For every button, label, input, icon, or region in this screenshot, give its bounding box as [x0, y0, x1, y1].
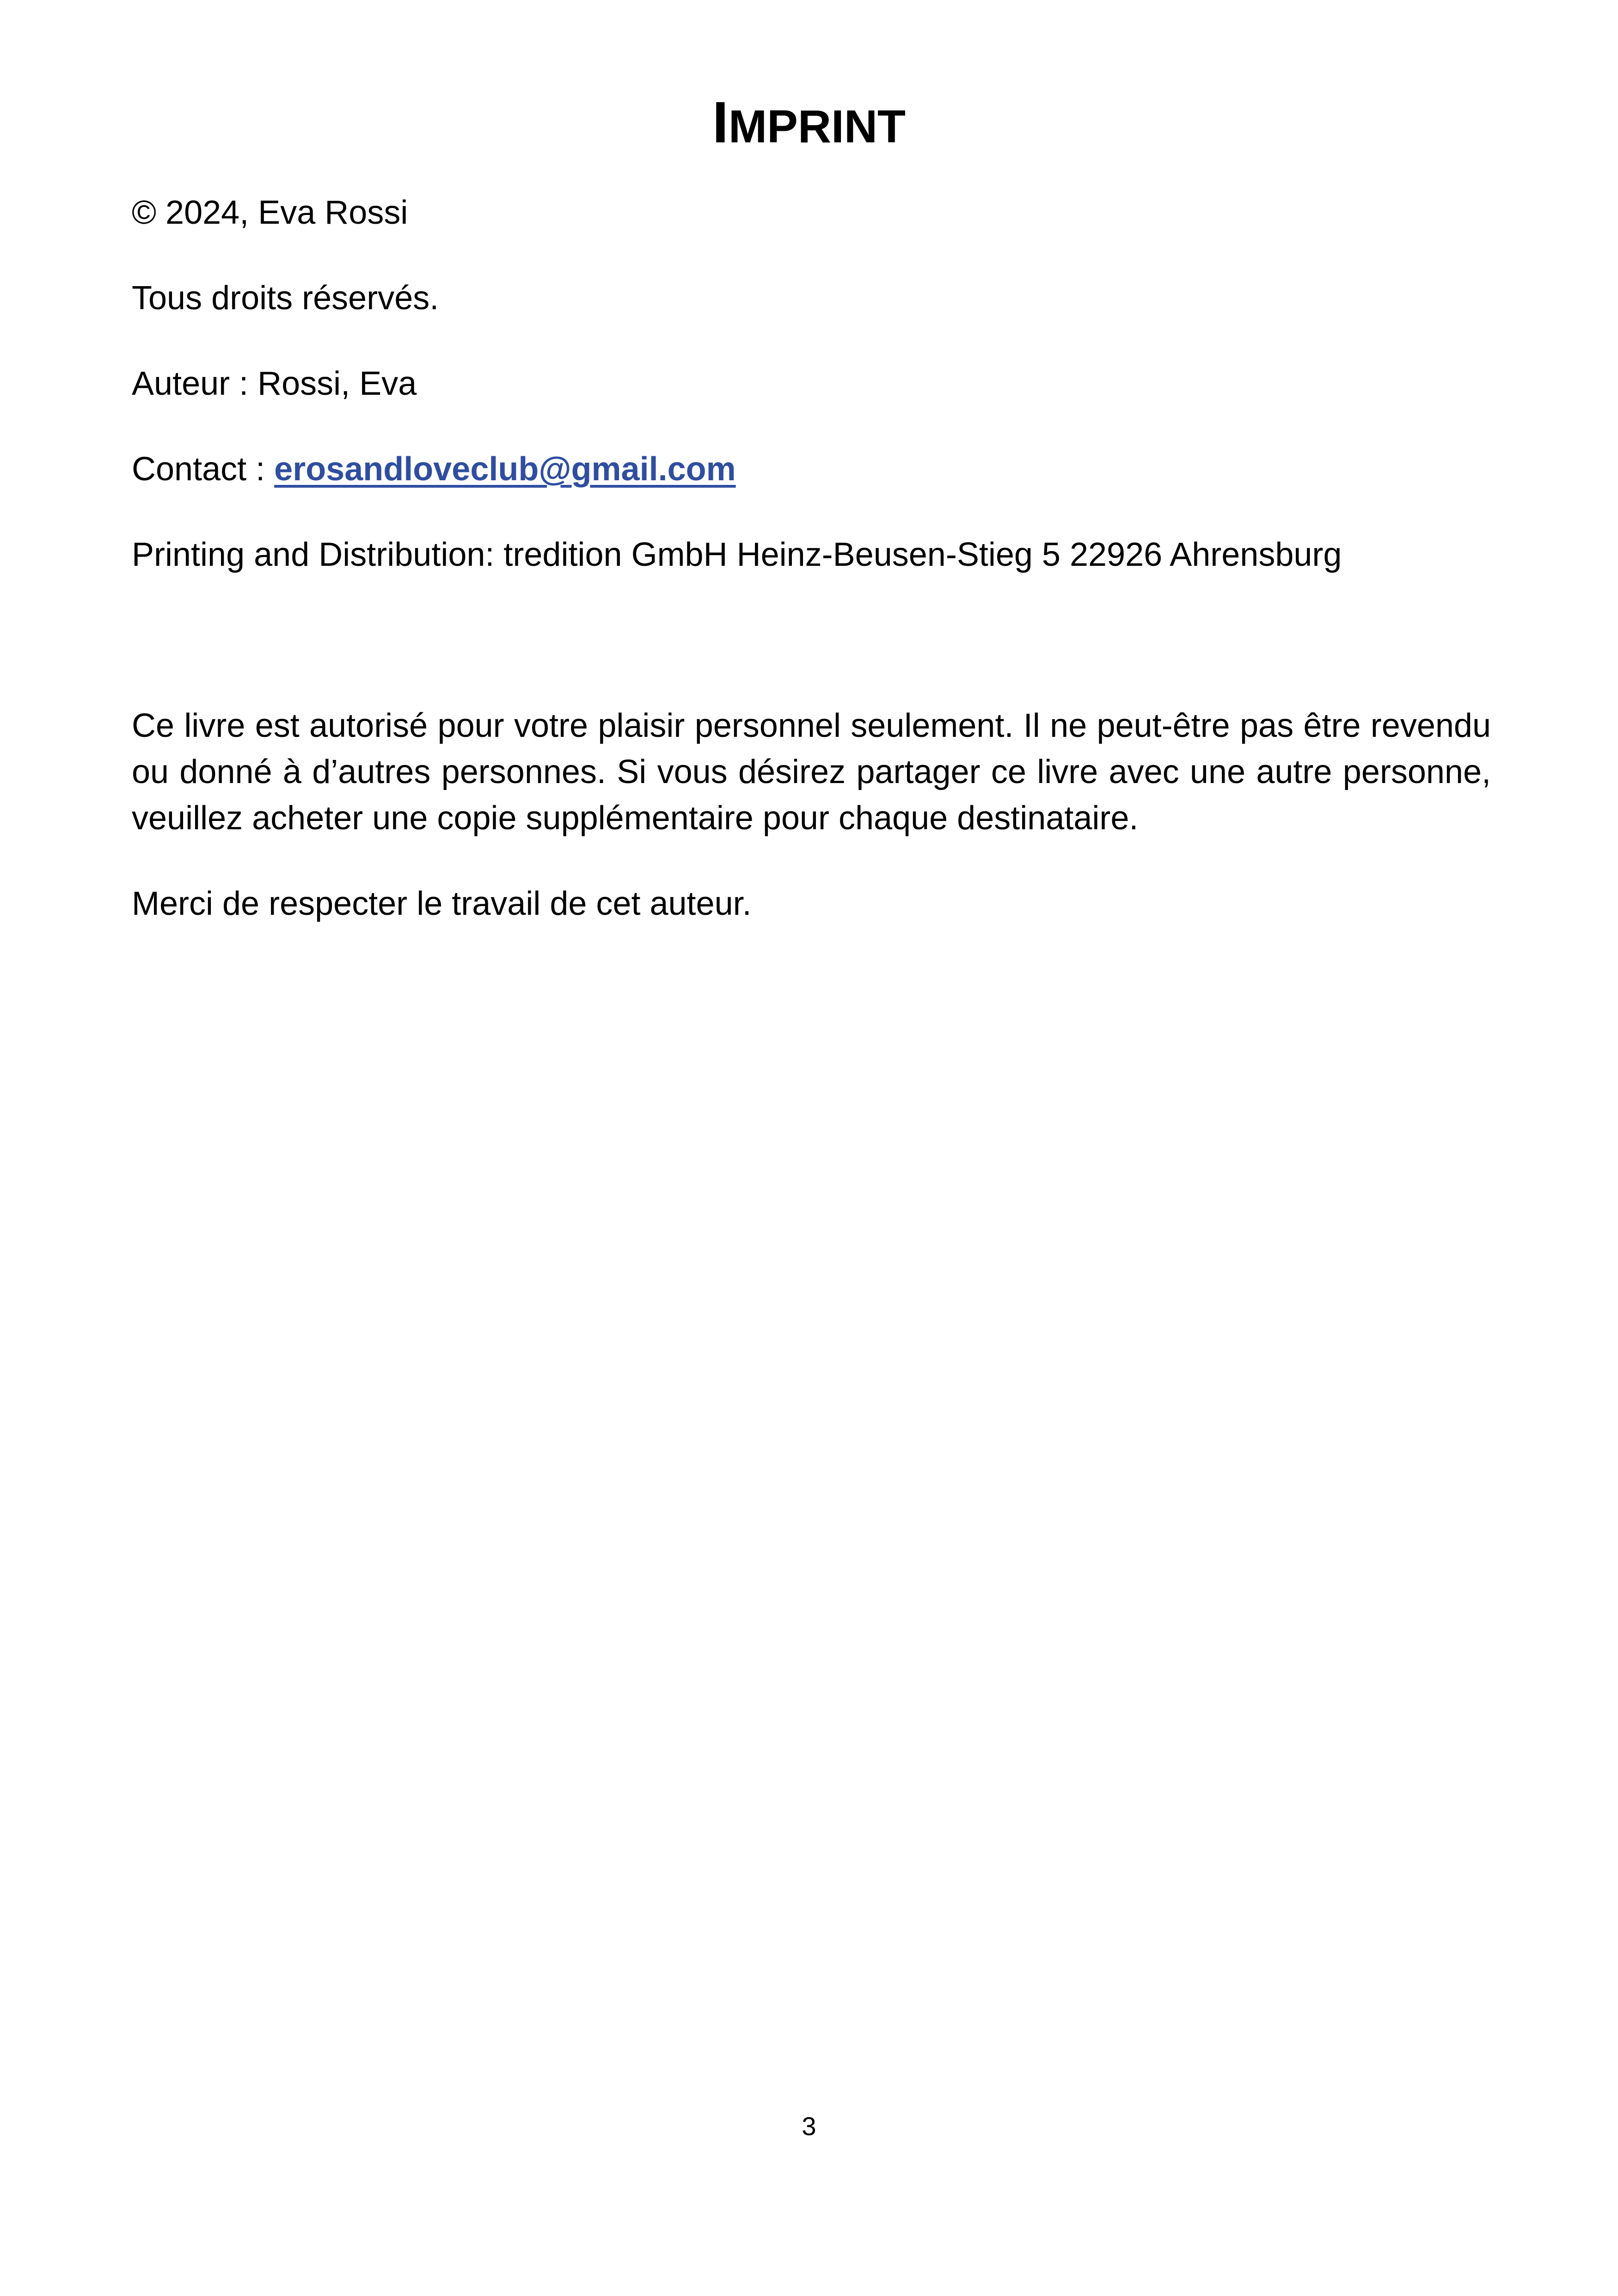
contact-email-link[interactable]: erosandloveclub@gmail.com — [274, 451, 736, 488]
printing-line: Printing and Distribution: tredition GmbH Heinz-Beusen-Stieg 5 22926 Ahrensburg — [132, 536, 1342, 573]
contact-line — [132, 446, 1491, 492]
page-title — [0, 88, 1618, 161]
title-first-letter: I — [712, 90, 729, 155]
thanks-paragraph: Merci de respecter le travail de cet auteur. — [132, 885, 752, 922]
author-line: Auteur : Rossi, Eva — [132, 365, 417, 402]
copyright-line: © 2024, Eva Rossi — [132, 194, 408, 231]
rights-line: Tous droits réservés. — [132, 280, 439, 317]
contact-label: Contact : — [132, 451, 275, 488]
page-number: 3 — [802, 2112, 816, 2141]
title-rest: MPRINT — [728, 101, 906, 153]
license-paragraph: Ce livre est autorisé pour votre plaisir personnel seulement. Il ne peut-être pas être revendu ou donné à d’autres personnes. Si vous désirez partager ce livre avec une autre personne, veuillez acheter une copie supplémentaire pour chaque destinataire. — [132, 707, 1491, 837]
